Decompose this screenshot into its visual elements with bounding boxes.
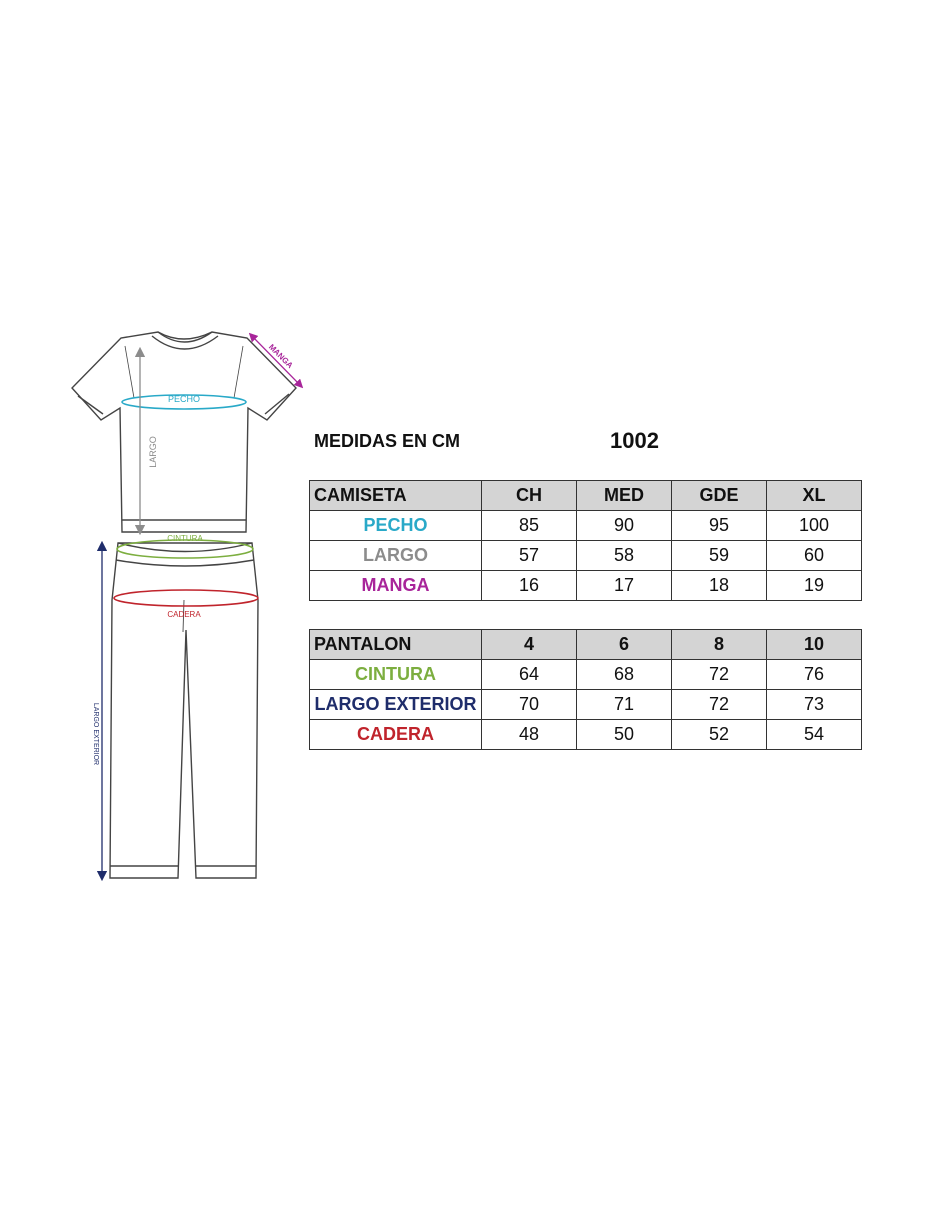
table-cell: 16 (482, 571, 577, 601)
column-header: 4 (482, 630, 577, 660)
table-cell: 100 (767, 511, 862, 541)
sleeve-label: MANGA (266, 342, 295, 371)
column-header: CAMISETA (310, 481, 482, 511)
length-label: LARGO (148, 436, 158, 468)
column-header: MED (577, 481, 672, 511)
column-header: XL (767, 481, 862, 511)
table-cell: 58 (577, 541, 672, 571)
table-cell: 73 (767, 690, 862, 720)
column-header: GDE (672, 481, 767, 511)
table-cell: 52 (672, 720, 767, 750)
table-cell: 60 (767, 541, 862, 571)
table-row (310, 541, 862, 571)
product-code: 1002 (610, 428, 659, 453)
table-cell: 95 (672, 511, 767, 541)
column-header: CH (482, 481, 577, 511)
table-row (310, 571, 862, 601)
table-cell: 19 (767, 571, 862, 601)
column-header: PANTALON (310, 630, 482, 660)
table-cell: 76 (767, 660, 862, 690)
chest-label: PECHO (167, 394, 201, 404)
table-row (310, 690, 862, 720)
column-header: 6 (577, 630, 672, 660)
table-cell: 70 (482, 690, 577, 720)
tshirt-drawing (72, 332, 296, 532)
waist-label: CINTURA (167, 534, 203, 543)
table-cell: 57 (482, 541, 577, 571)
table-header-row (310, 630, 862, 660)
table-cell: 71 (577, 690, 672, 720)
table-cell: 48 (482, 720, 577, 750)
table-cell: 50 (577, 720, 672, 750)
table-cell: 18 (672, 571, 767, 601)
table-cell: 59 (672, 541, 767, 571)
table-cell: 72 (672, 660, 767, 690)
table-cell: 54 (767, 720, 862, 750)
table-row (310, 660, 862, 690)
row-label-manga: MANGA (310, 571, 482, 601)
table-cell: 85 (482, 511, 577, 541)
table-row (310, 720, 862, 750)
page-heading: MEDIDAS EN CM (314, 431, 461, 451)
row-label-cintura: CINTURA (310, 660, 482, 690)
shirt-size-table (309, 480, 862, 601)
pants-size-table (309, 629, 862, 750)
outseam-label: LARGO EXTERIOR (92, 702, 99, 766)
row-label-pecho: PECHO (310, 511, 482, 541)
table-row (310, 511, 862, 541)
table-cell: 68 (577, 660, 672, 690)
row-label-largo-exterior: LARGO EXTERIOR (310, 690, 482, 720)
table-header-row (310, 481, 862, 511)
column-header: 8 (672, 630, 767, 660)
row-label-largo: LARGO (310, 541, 482, 571)
table-cell: 17 (577, 571, 672, 601)
table-cell: 90 (577, 511, 672, 541)
table-cell: 72 (672, 690, 767, 720)
column-header: 10 (767, 630, 862, 660)
table-cell: 64 (482, 660, 577, 690)
row-label-cadera: CADERA (310, 720, 482, 750)
hip-label: CADERA (167, 610, 201, 619)
